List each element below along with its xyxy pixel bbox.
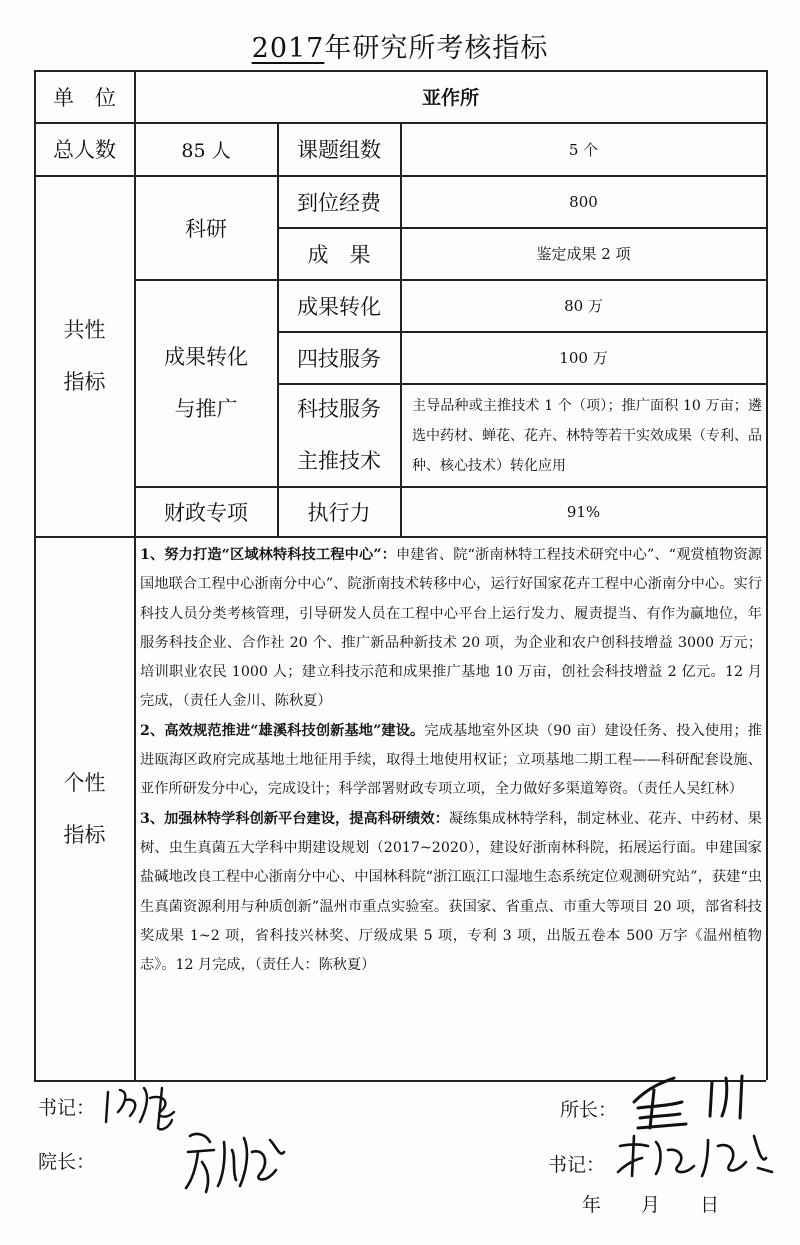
title-text: 年研究所考核指标 bbox=[324, 33, 549, 64]
title-year: 2017 bbox=[251, 33, 325, 64]
conversion-label: 成果转化 bbox=[297, 294, 381, 319]
item-1 bbox=[140, 541, 762, 717]
headcount-value: 85 人 bbox=[181, 139, 231, 162]
tech-service-value: 主导品种或主推技术 1 个（项）；推广面积 10 万亩；遴选中药材、蝉花、花卉、林特等若干实效成果（专利、品种、核心技术）转化应用 bbox=[412, 398, 762, 474]
date-line: 年 月 日 bbox=[582, 1194, 720, 1216]
common-label-line1: 共性 bbox=[63, 318, 106, 342]
secretary-left-label: 书记： bbox=[38, 1097, 96, 1119]
four-tech-label: 四技服务 bbox=[297, 346, 381, 371]
funding-value: 800 bbox=[569, 192, 598, 211]
director-label: 所长： bbox=[560, 1099, 618, 1121]
item-1-text: 申建省、院“浙南林特工程技术研究中心”、“观赏植物资源国地联合工程中心浙南分中心”、院浙南技术转移中心，运行好国家花卉工程中心浙南分中心。实行科技人员分类考核管理，引导研发人员在工程中心平台上运行发力、履责提当、有作为赢地位，年服务科技企业、合作社 20 个、推广新品种新技术 20 项，为企业和农户创科技增益 3000 万元；培训职业农民 1000 人；建立科技示范和成果推广基地 10 万亩，创社会科技增益 2 亿元。12 月完成，（责任人金川、陈秋夏） bbox=[140, 547, 762, 710]
secretary-right-label: 书记： bbox=[548, 1154, 606, 1176]
individual-indicators-label bbox=[35, 537, 134, 1080]
item-3 bbox=[140, 805, 762, 981]
exec-label: 执行力 bbox=[307, 500, 371, 525]
item-1-lead: 1、努力打造“区域林特科技工程中心”： bbox=[140, 547, 396, 563]
grid-line bbox=[766, 70, 768, 1080]
results-value: 鉴定成果 2 项 bbox=[536, 245, 631, 263]
tech-service-line1: 科技服务 bbox=[297, 397, 381, 421]
funding-label: 到位经费 bbox=[297, 190, 381, 215]
four-tech-value: 100 万 bbox=[559, 349, 608, 367]
signature-director bbox=[620, 1072, 770, 1132]
exec-value: 91% bbox=[566, 502, 601, 521]
signature-secretary-right bbox=[612, 1128, 782, 1188]
item-3-lead: 3、加强林特学科创新平台建设，提高科研绩效： bbox=[140, 810, 449, 827]
headcount-label: 总人数 bbox=[53, 138, 116, 162]
tech-service-line2: 主推技术 bbox=[297, 449, 381, 473]
president-label: 院长： bbox=[38, 1151, 96, 1173]
item-2 bbox=[140, 717, 762, 805]
signature-president bbox=[180, 1122, 300, 1200]
conversion-value: 80 万 bbox=[564, 297, 603, 315]
unit-label: 单 位 bbox=[53, 85, 116, 110]
groups-label: 课题组数 bbox=[297, 138, 381, 162]
transfer-label bbox=[135, 280, 277, 486]
individual-indicators-text bbox=[140, 541, 762, 980]
grid-line bbox=[34, 536, 766, 538]
transfer-label-line1: 成果转化 bbox=[164, 345, 248, 369]
results-label: 成 果 bbox=[307, 242, 371, 267]
finance-label: 财政专项 bbox=[164, 500, 248, 525]
tech-service-label bbox=[278, 384, 400, 486]
item-2-lead: 2、高效规范推进“雄溪科技创新基地”建设。 bbox=[140, 722, 425, 739]
transfer-label-line2: 与推广 bbox=[174, 397, 238, 421]
common-indicators-label bbox=[35, 176, 134, 536]
common-label-line2: 指标 bbox=[63, 370, 106, 394]
research-label: 科研 bbox=[185, 216, 227, 241]
item-3-text: 凝练集成林特学科，制定林业、花卉、中药材、果树、虫生真菌五大学科中期建设规划（2017~2020），建设好浙南林科院，拓展运行面。申建国家盐碱地改良工程中心浙南分中心、中国林科院“浙江瓯江口湿地生态系统定位观测研究站”，获建“虫生真菌资源利用与种质创新”温州市重点实验室。获国家、省重点、市重大等项目 20 项，部省科技奖成果 1~2 项，省科技兴林奖、厅级成果 5 项，专利 3 项，出版五卷本 500 万字《温州植物志》。12 月完成，（责任人：陈秋夏） bbox=[140, 810, 762, 974]
individual-label-line1: 个性 bbox=[63, 770, 106, 795]
groups-value: 5 个 bbox=[568, 140, 599, 159]
individual-label-line2: 指标 bbox=[63, 822, 106, 847]
item-2-text: 完成基地室外区块（90 亩）建设任务、投入使用；推进瓯海区政府完成基地土地征用手续，取得土地使用权证；立项基地二期工程——科研配套设施、亚作所研发分中心，完成设计；科学部署财政专项立项，全力做好多渠道筹资。（责任人吴红林） bbox=[140, 722, 762, 798]
unit-value: 亚作所 bbox=[421, 87, 479, 109]
